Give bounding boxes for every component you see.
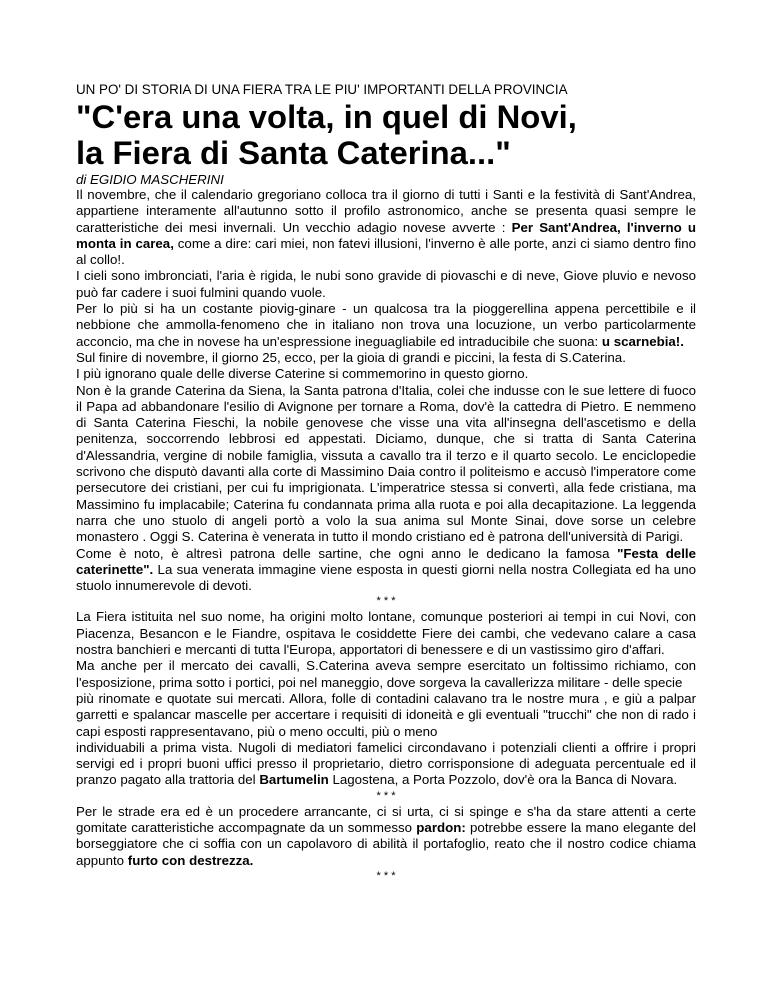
text: La sua venerata immagine viene esposta in questi giorni nella nostra Collegiata ed ha uno stuolo innumerevole di devoti. (76, 561, 696, 594)
bold-phrase: furto con destrezza. (127, 852, 254, 868)
paragraph: Ma anche per il mercato dei cavalli, S.Caterina aveva sempre esercitato un foltissimo richiamo, con l'esposizione, prima sotto i portici, poi nel maneggio, dove sorgeva la cavallerizza militare - delle specie (76, 658, 696, 690)
bold-phrase: pardon: (416, 819, 466, 835)
text: potrebbe essere la mano elegante del borseggiatore che ci soffia con un capolavoro di abilità il portafoglio, reato che il nostro codice chiama appunto (76, 819, 696, 868)
section-separator: * * * (376, 789, 396, 802)
bold-phrase: Bartumelin (259, 772, 329, 788)
text: Il novembre, che il calendario gregoriano colloca tra il giorno di tutti i Santi e la festività di Sant'Andrea, appartiene interamente all'autunno sotto il profilo astronomico, anche se presenta quasi sempre le caratteristiche dei mesi invernali. Un vecchio adagio novese avverte : (76, 187, 696, 235)
article-kicker: UN PO' DI STORIA DI UNA FIERA TRA LE PIU' IMPORTANTI DELLA PROVINCIA (76, 82, 568, 97)
paragraph: Non è la grande Caterina da Siena, la Santa patrona d'Italia, colei che indusse con le sue lettere di fuoco il Papa ad abbandonare l'esilio di Avignone per tornare a Roma, dov'è la cattedra di Pietro. E nemmeno di Santa Caterina Fieschi, la nobile genovese che visse una vita all'insegna dell'ascetismo e della penitenza, soccorrendo lebbrosi ed appestati. Diciamo, dunque, che si tratta di Santa Caterina d'Alessandria, vergine di nobile famiglia, vissuta a cavallo tra il terzo e il quarto secolo. Le enciclopedie scrivono che disputò davanti alla corte di Massimino Daia contro il politeismo e accusò l'imperatore come persecutore dei cristiani, per cui fu imprigionata. L'imperatrice stessa si convertì, alla fede cristiana, ma Massimino fu implacabile; Caterina fu condannata prima alla ruota e poi alla decapitazione. La leggenda narra che uno stuolo di angeli portò a volo la sua anima sul Monte Sinai, dove sorse un celebre monastero . Oggi S. Caterina è venerata in tutto il mondo cristiano ed è patrona dell'università di Parigi. (76, 382, 696, 545)
section-separator: * * * (376, 595, 396, 608)
paragraph: I cieli sono imbronciati, l'aria è rigida, le nubi sono gravide di piovaschi e di neve, Giove pluvio e nevoso può far cadere i suoi fulmini quando vuole. (76, 268, 696, 300)
text: Per lo più si ha un costante piovig-ginare - un qualcosa tra la pioggerellina appena percettibile e il nebbione che ammolla-fenomeno che in italiano non trova una locuzione, un verbo particolarmente acconcio, ma che in novese ha un'espressione ineguagliabile ed intraducibile che suona: (76, 301, 696, 349)
paragraph: I più ignorano quale delle diverse Caterine si commemorino in questo giorno. (76, 366, 529, 382)
bold-phrase: u scarnebia!. (601, 333, 684, 349)
text: Per le strade era ed è un procedere arrancante, ci si urta, ci si spinge e s'ha da stare attenti a certe gomitate caratteristiche accompagnate da un sommesso (76, 803, 696, 835)
paragraph (76, 301, 696, 350)
paragraph (76, 740, 696, 789)
bold-phrase: "Festa delle caterinette". (76, 545, 696, 577)
title-line-2: la Fiera di Santa Caterina..." (76, 134, 511, 171)
text: individuabili a prima vista. Nugoli di mediatori famelici circondavano i potenziali clienti a offrire i propri servigi ed i propri buoni uffici presso il proprietario, dietro corrisponsione di adeguata percentuale ed il pranzo pagato alla trattoria del (76, 739, 696, 788)
text: Lagostena, a Porta Pozzolo, dov'è ora la Banca di Novara. (328, 772, 678, 788)
article (76, 82, 696, 884)
paragraph (76, 546, 696, 595)
paragraph (76, 804, 696, 869)
paragraph: Sul finire di novembre, il giorno 25, ecco, per la gioia di grandi e piccini, la festa di S.Caterina. (76, 349, 626, 365)
article-title (76, 99, 696, 171)
text: Come è noto, è altresì patrona delle sartine, che ogni anno le dedicano la famosa (76, 545, 618, 561)
section-separator: * * * (376, 869, 396, 882)
paragraph: più rinomate e quotate sui mercati. Allora, folle di contadini calavano tra le nostre mura , e giù a palpar garretti e spalancar mascelle per accertare i requisiti di idoneità e gli eventuali "trucchi" che non di rado i capi esposti rappresentavano, più o meno occulti, più o meno (76, 690, 696, 739)
article-body (76, 187, 696, 884)
article-byline: di EGIDIO MASCHERINI (76, 172, 224, 187)
paragraph: La Fiera istituita nel suo nome, ha origini molto lontane, comunque posteriori ai tempi in cui Novi, con Piacenza, Besancon e le Fiandre, ospitava le cosiddette Fiere dei cambi, che vedevano calare a casa nostra banchieri e mercanti di tutta l'Europa, apportatori di benessere e di un vastissimo giro d'affari. (76, 609, 696, 658)
title-line-1: "C'era una volta, in quel di Novi, (76, 98, 577, 135)
text: come a dire: cari miei, non fatevi illusioni, l'inverno è alle porte, anzi ci siamo dentro fino al collo!. (76, 235, 697, 268)
bold-phrase: Per Sant'Andrea, l'inverno u monta in carea, (76, 219, 696, 251)
paragraph (76, 187, 696, 268)
